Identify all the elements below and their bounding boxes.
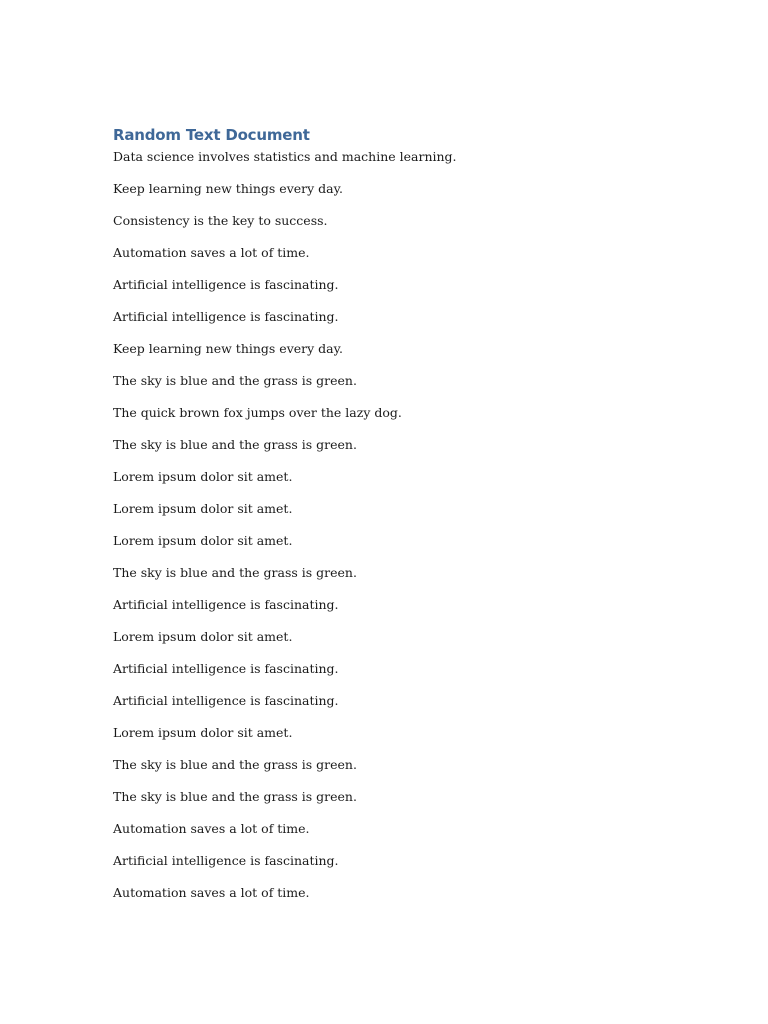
paragraph: Automation saves a lot of time. [113,821,310,836]
paragraph: The sky is blue and the grass is green. [113,757,357,772]
paragraph: The sky is blue and the grass is green. [113,565,357,580]
document-body [113,124,673,914]
paragraph: Lorem ipsum dolor sit amet. [113,469,293,484]
paragraph: Automation saves a lot of time. [113,885,310,900]
paragraph: Lorem ipsum dolor sit amet. [113,725,293,740]
paragraph-list [113,146,673,914]
paragraph: Automation saves a lot of time. [113,245,310,260]
paragraph: Lorem ipsum dolor sit amet. [113,533,293,548]
paragraph: Data science involves statistics and machine learning. [113,149,457,164]
paragraph: Artificial intelligence is fascinating. [113,693,339,708]
paragraph: The sky is blue and the grass is green. [113,437,357,452]
document-title: Random Text Document [113,126,310,144]
paragraph: Artificial intelligence is fascinating. [113,853,339,868]
paragraph: Keep learning new things every day. [113,341,343,356]
paragraph: Artificial intelligence is fascinating. [113,309,339,324]
paragraph: Artificial intelligence is fascinating. [113,661,339,676]
paragraph: Keep learning new things every day. [113,181,343,196]
paragraph: Artificial intelligence is fascinating. [113,597,339,612]
paragraph: The sky is blue and the grass is green. [113,373,357,388]
paragraph: Artificial intelligence is fascinating. [113,277,339,292]
paragraph: The sky is blue and the grass is green. [113,789,357,804]
paragraph: Lorem ipsum dolor sit amet. [113,501,293,516]
paragraph: Lorem ipsum dolor sit amet. [113,629,293,644]
paragraph: Consistency is the key to success. [113,213,328,228]
paragraph: The quick brown fox jumps over the lazy dog. [113,405,402,420]
